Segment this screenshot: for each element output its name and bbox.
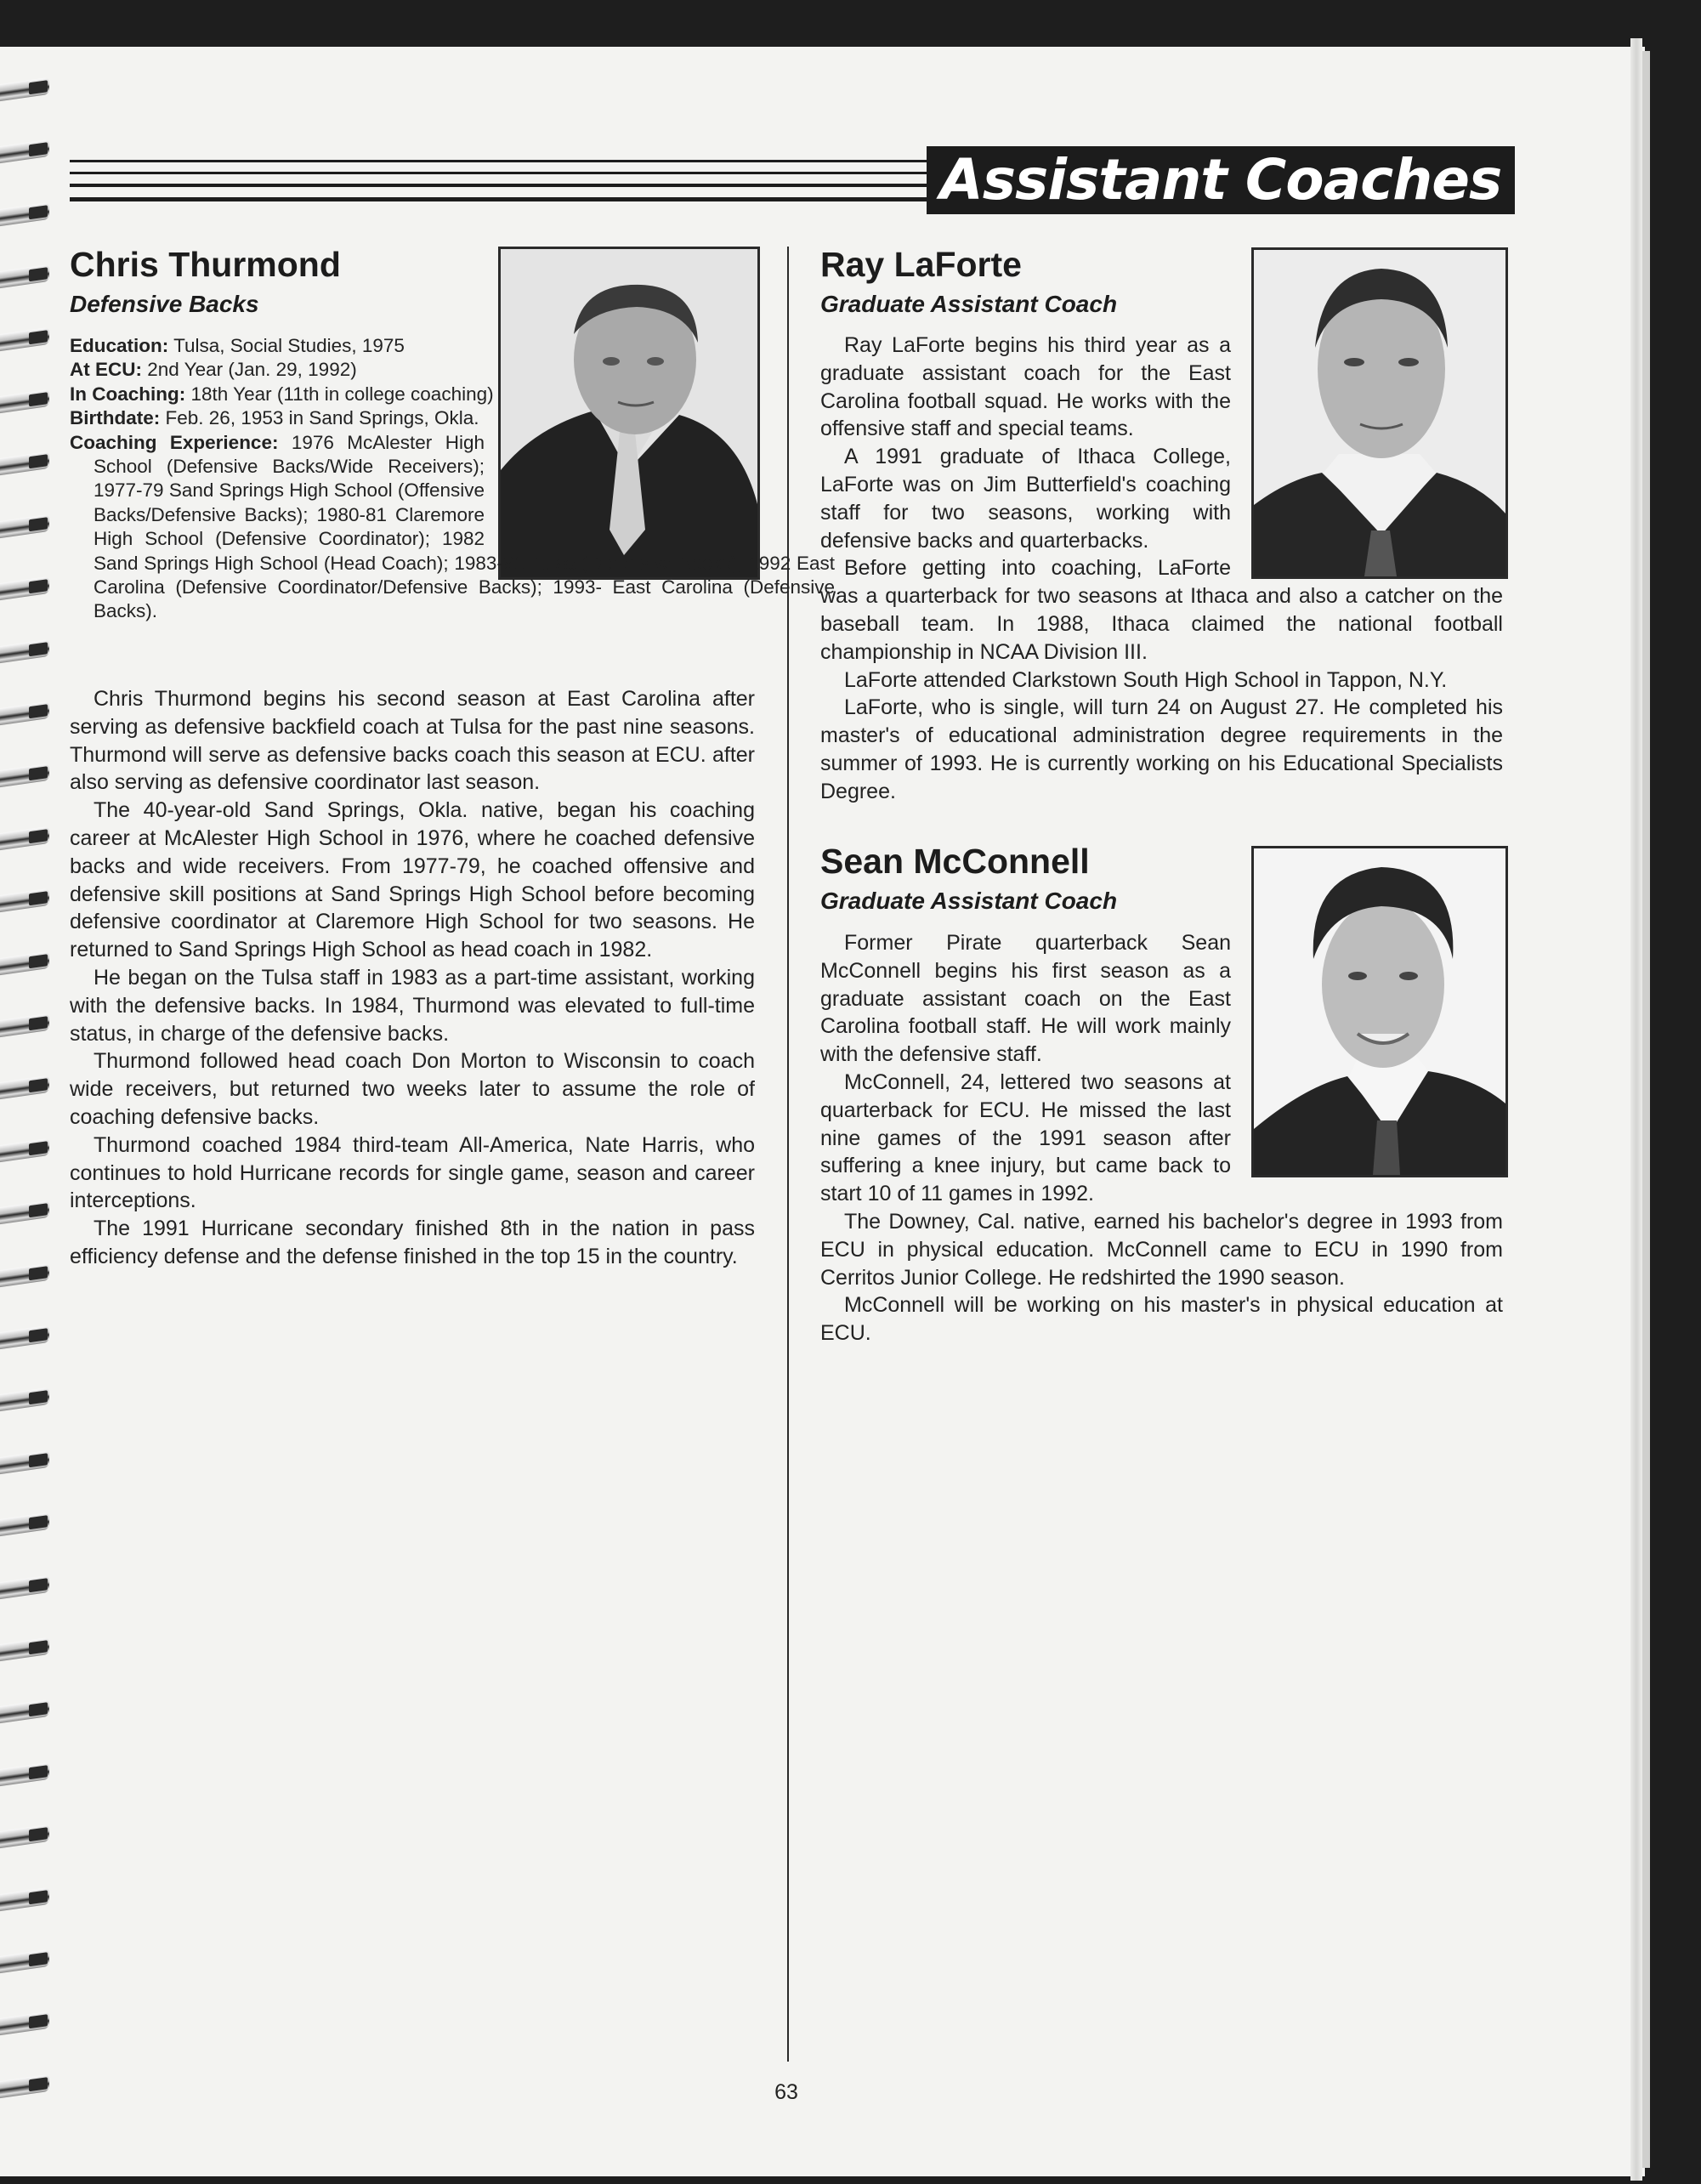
binding-ring [0,1075,49,1099]
binding-ring [0,576,49,600]
binding-ring [0,1575,49,1599]
binding-ring [0,2011,49,2035]
binding-ring [0,951,49,975]
bio-laforte [820,332,1503,806]
binding-ring [0,888,49,912]
bio-paragraph: The 1991 Hurricane secondary finished 8th in the nation in pass efficiency defense and the defense finished in the top 15 in the country. [70,1217,755,1268]
binding-ring [0,763,49,787]
section-title: Assistant Coaches [927,146,1515,214]
page-edge-shadow [1642,51,1650,2168]
binding-ring [0,1387,49,1411]
facts-thurmond [70,334,835,624]
bio-thurmond [70,685,755,1271]
binding-ring [0,389,49,413]
coach-role-mcconnell: Graduate Assistant Coach [820,888,1118,914]
bio-paragraph: The 40-year-old Sand Springs, Okla. native, began his coaching career at McAlester High School in 1976, where he coached defensive backs and wide receivers. From 1977-79, he coached offensive and defensive skill positions at Sand Springs High School before becoming defensive coordinator at Claremore High School for two seasons. He returned to Sand Springs High School as head coach in 1982. [70,798,755,962]
bio-paragraph: Thurmond coached 1984 third-team All-America, Nate Harris, who continues to hold Hurricane records for single game, season and career interceptions. [70,1132,755,1213]
fact-at-ecu: At ECU: 2nd Year (Jan. 29, 1992) [70,359,357,381]
binding-ring [0,1762,49,1786]
page-edge [1630,38,1642,2181]
bio-paragraph: Thurmond followed head coach Don Morton to Wisconsin to coach wide receivers, but returned two weeks later to assume the role of coaching defensive backs. [70,1049,755,1129]
spiral-binding [0,81,51,2138]
bio-paragraph: McConnell will be working on his master's in physical education at ECU. [820,1293,1503,1346]
binding-ring [0,1263,49,1287]
bio-mcconnell [820,929,1503,1347]
binding-ring [0,826,49,850]
binding-ring [0,327,49,351]
header-rule-lines [70,153,928,213]
bio-paragraph: LaForte, who is single, will turn 24 on August 27. He completed his master's of educational administration degree requirements in the summer of 1993. He is currently working on his Educational Specialists Degree. [820,695,1503,803]
binding-ring [0,1637,49,1661]
binding-ring [0,701,49,725]
fact-coaching-experience: Coaching Experience: 1976 McAlester High School (Defensive Backs/Wide Receivers); 1977-79 Sand Springs High School (Offensive Backs/Defensive Backs); 1980-81 Claremore High School (Defensive Coordinator); 1982 Sand Springs High School (Head Coach); 1983-91 Tulsa (Defensive Backs); 1992 East Carolina (Defensive Coordinator/Defensive Backs); 1993- East Carolina (Defensive Backs). [70,431,835,622]
binding-ring [0,202,49,226]
binding-ring [0,1450,49,1474]
coach-role-thurmond: Defensive Backs [70,291,259,317]
binding-ring [0,1887,49,1911]
binding-ring [0,1138,49,1162]
bio-paragraph: Ray LaForte begins his third year as a graduate assistant coach for the East Carolina football squad. He works with the offensive staff and special teams. [820,333,1231,441]
binding-ring [0,514,49,538]
binding-ring [0,639,49,663]
fact-education: Education: Tulsa, Social Studies, 1975 [70,335,405,356]
binding-ring [0,1949,49,1973]
binding-ring [0,451,49,475]
bio-paragraph: Former Pirate quarterback Sean McConnell begins his first season as a graduate assistant coach on the East Carolina football staff. He will work mainly with the defensive staff. [820,931,1231,1067]
binding-ring [0,1325,49,1349]
binding-ring [0,1013,49,1037]
binding-ring [0,1699,49,1723]
coach-role-laforte: Graduate Assistant Coach [820,291,1118,317]
bio-paragraph: LaForte attended Clarkstown South High School in Tappon, N.Y. [844,667,1448,692]
binding-ring [0,1512,49,1536]
bio-paragraph: He began on the Tulsa staff in 1983 as a part-time assistant, working with the defensive backs. In 1984, Thurmond was elevated to full-time status, in charge of the defensive backs. [70,965,755,1046]
coach-name-mcconnell: Sean McConnell [820,842,1090,881]
binding-ring [0,2074,49,2098]
fact-birthdate: Birthdate: Feb. 26, 1953 in Sand Springs, Okla. [70,407,479,429]
coach-name-laforte: Ray LaForte [820,245,1022,284]
binding-ring [0,139,49,163]
bio-paragraph: Chris Thurmond begins his second season at East Carolina after serving as defensive backfield coach at Tulsa for the past nine seasons. Thurmond will serve as defensive backs coach this season at ECU. after also serving as defensive coordinator last season. [70,687,755,795]
coach-name-thurmond: Chris Thurmond [70,245,341,284]
page-number: 63 [774,2080,798,2104]
binding-ring [0,1200,49,1224]
bio-paragraph: McConnell, 24, lettered two seasons at quarterback for ECU. He missed the last nine games of the 1991 season after suffering a knee injury, but came back to start 10 of 11 games in 1992. [820,1069,1231,1206]
bio-paragraph: Before getting into coaching, LaForte was a quarterback for two seasons at Ithaca and also a catcher on the baseball team. In 1988, Ithaca claimed the national football championship in NCAA Division III. [820,556,1503,664]
binding-ring [0,77,49,101]
fact-in-coaching: In Coaching: 18th Year (11th in college coaching) [70,383,494,405]
binding-ring [0,264,49,288]
bio-paragraph: A 1991 graduate of Ithaca College, LaForte was on Jim Butterfield's coaching staff for two seasons, working with defensive backs and quarterbacks. [820,445,1231,553]
binding-ring [0,1824,49,1848]
bio-paragraph: The Downey, Cal. native, earned his bachelor's degree in 1993 from ECU in physical education. McConnell came to ECU in 1990 from Cerritos Junior College. He redshirted the 1990 season. [820,1209,1503,1290]
